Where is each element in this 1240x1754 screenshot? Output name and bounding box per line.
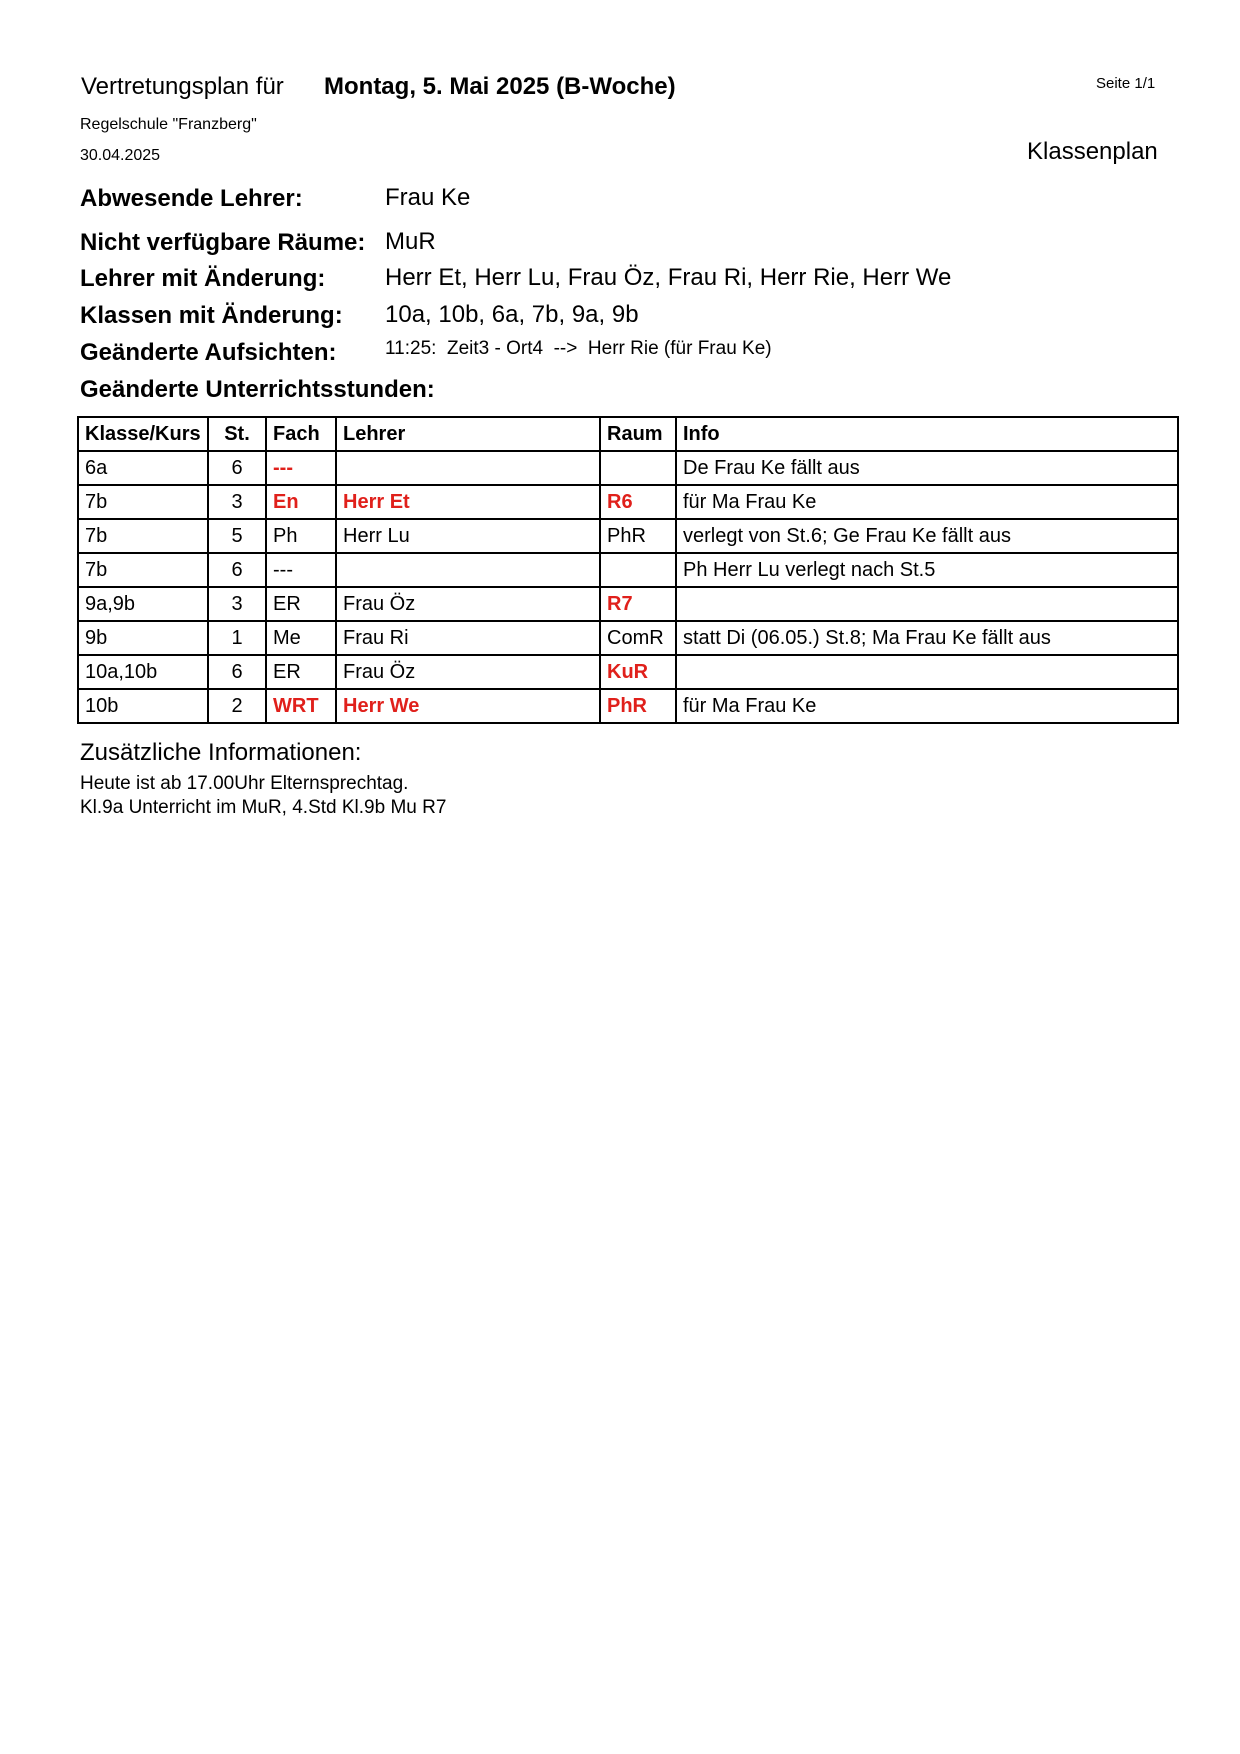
rooms-value: MuR <box>385 228 436 255</box>
cell-raum: KuR <box>600 655 676 689</box>
cell-st: 3 <box>208 485 266 519</box>
teachers-value: Herr Et, Herr Lu, Frau Öz, Frau Ri, Herr Rie, Herr We <box>385 264 952 291</box>
cell-klasse: 10b <box>78 689 208 723</box>
cell-lehrer: Herr We <box>336 689 600 723</box>
cell-klasse: 9a,9b <box>78 587 208 621</box>
table-row <box>78 519 1178 553</box>
cell-fach: En <box>266 485 336 519</box>
cell-fach: ER <box>266 655 336 689</box>
cell-raum: R6 <box>600 485 676 519</box>
table-row <box>78 655 1178 689</box>
absent-label: Abwesende Lehrer: <box>80 185 303 212</box>
supervision-label: Geänderte Aufsichten: <box>80 339 337 366</box>
cell-fach: ER <box>266 587 336 621</box>
table-row <box>78 689 1178 723</box>
page-title: Montag, 5. Mai 2025 (B-Woche) <box>324 73 676 100</box>
cell-raum <box>600 451 676 485</box>
school-name: Regelschule "Franzberg" <box>80 116 257 133</box>
cell-info: für Ma Frau Ke <box>676 485 1178 519</box>
classes-label: Klassen mit Änderung: <box>80 302 343 329</box>
header-prefix: Vertretungsplan für <box>81 73 284 100</box>
cell-fach: --- <box>266 451 336 485</box>
lessons-label: Geänderte Unterrichtsstunden: <box>80 376 435 403</box>
supervision-value: 11:25: Zeit3 - Ort4 --> Herr Rie (für Frau Ke) <box>385 338 772 359</box>
cell-st: 6 <box>208 655 266 689</box>
cell-raum: ComR <box>600 621 676 655</box>
table-row <box>78 621 1178 655</box>
cell-lehrer: Herr Et <box>336 485 600 519</box>
table-row <box>78 451 1178 485</box>
cell-st: 6 <box>208 553 266 587</box>
rooms-label: Nicht verfügbare Räume: <box>80 229 366 256</box>
cell-fach: Ph <box>266 519 336 553</box>
cell-st: 3 <box>208 587 266 621</box>
cell-klasse: 7b <box>78 519 208 553</box>
print-date: 30.04.2025 <box>80 147 161 164</box>
cell-raum: R7 <box>600 587 676 621</box>
additional-line-1: Heute ist ab 17.00Uhr Elternsprechtag. <box>80 773 409 794</box>
cell-lehrer: Frau Öz <box>336 587 600 621</box>
additional-label <box>80 739 361 767</box>
col-header-lehrer: Lehrer <box>336 417 600 451</box>
cell-info: Ph Herr Lu verlegt nach St.5 <box>676 553 1178 587</box>
cell-info: De Frau Ke fällt aus <box>676 451 1178 485</box>
cell-info: verlegt von St.6; Ge Frau Ke fällt aus <box>676 519 1178 553</box>
teachers-label: Lehrer mit Änderung: <box>80 265 326 292</box>
cell-fach: --- <box>266 553 336 587</box>
cell-info <box>676 587 1178 621</box>
col-header-fach: Fach <box>266 417 336 451</box>
cell-klasse: 6a <box>78 451 208 485</box>
cell-st: 1 <box>208 621 266 655</box>
cell-lehrer <box>336 451 600 485</box>
cell-klasse: 9b <box>78 621 208 655</box>
cell-st: 2 <box>208 689 266 723</box>
cell-info <box>676 655 1178 689</box>
cell-raum: PhR <box>600 689 676 723</box>
cell-lehrer: Frau Ri <box>336 621 600 655</box>
cell-info: für Ma Frau Ke <box>676 689 1178 723</box>
cell-klasse: 7b <box>78 485 208 519</box>
absent-value: Frau Ke <box>385 184 471 211</box>
cell-klasse: 10a,10b <box>78 655 208 689</box>
plan-type: Klassenplan <box>1027 138 1158 165</box>
table-row <box>78 553 1178 587</box>
cell-lehrer: Frau Öz <box>336 655 600 689</box>
table-row <box>78 485 1178 519</box>
cell-st: 6 <box>208 451 266 485</box>
cell-lehrer <box>336 553 600 587</box>
cell-fach: Me <box>266 621 336 655</box>
cell-klasse: 7b <box>78 553 208 587</box>
table-header-row <box>78 417 1178 451</box>
cell-raum <box>600 553 676 587</box>
cell-st: 5 <box>208 519 266 553</box>
classes-value: 10a, 10b, 6a, 7b, 9a, 9b <box>385 301 639 328</box>
page-number: Seite 1/1 <box>1096 75 1156 92</box>
col-header-st: St. <box>208 417 266 451</box>
additional-line-2: Kl.9a Unterricht im MuR, 4.Std Kl.9b Mu R7 <box>80 797 447 818</box>
cell-info: statt Di (06.05.) St.8; Ma Frau Ke fällt aus <box>676 621 1178 655</box>
table-row <box>78 587 1178 621</box>
col-header-klasse: Klasse/Kurs <box>78 417 208 451</box>
cell-fach: WRT <box>266 689 336 723</box>
col-header-info: Info <box>676 417 1178 451</box>
additional-label-text: Zusätzliche Informationen: <box>80 739 362 766</box>
col-header-raum: Raum <box>600 417 676 451</box>
substitution-table <box>77 416 1179 724</box>
cell-lehrer: Herr Lu <box>336 519 600 553</box>
cell-raum: PhR <box>600 519 676 553</box>
